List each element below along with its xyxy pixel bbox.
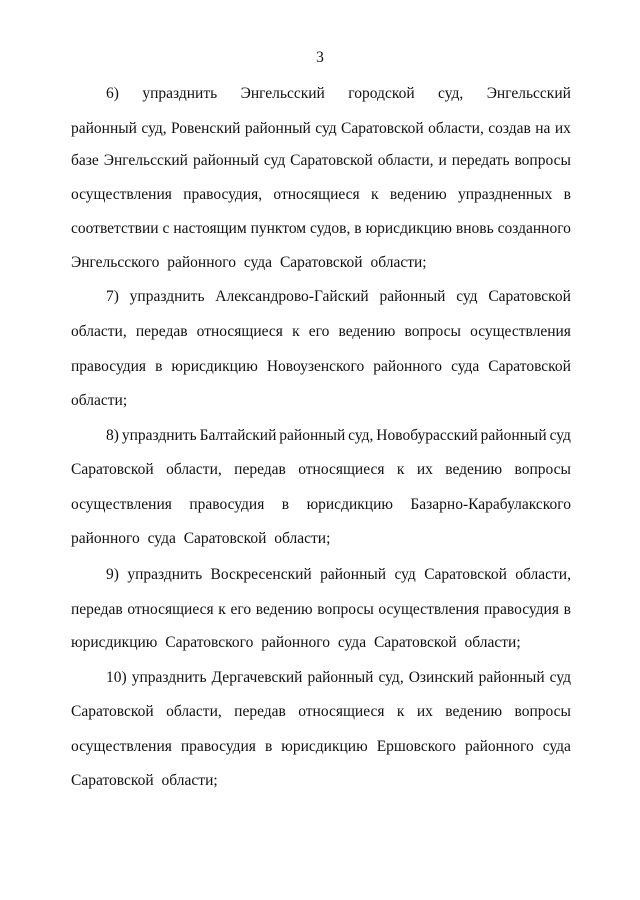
text-word: городской bbox=[348, 85, 415, 102]
text-line bbox=[106, 565, 571, 585]
text-word: Саратовской bbox=[290, 152, 373, 169]
text-word: в bbox=[563, 186, 571, 203]
text-word: суд bbox=[549, 669, 571, 686]
text-word: суд bbox=[315, 120, 337, 137]
text-word: его bbox=[308, 323, 330, 340]
text-word: суда bbox=[147, 530, 176, 547]
text-word: ведению bbox=[255, 601, 313, 618]
text-word: ведению bbox=[445, 461, 503, 478]
text-word: осуществления bbox=[71, 738, 172, 755]
text-word: Саратовской bbox=[71, 703, 154, 720]
text-line bbox=[71, 253, 571, 273]
text-word: районного bbox=[167, 254, 236, 271]
text-line bbox=[71, 529, 571, 549]
text-word: к bbox=[371, 186, 379, 203]
text-line bbox=[71, 185, 571, 205]
text-word: на bbox=[535, 120, 551, 137]
text-word: области; bbox=[71, 392, 128, 409]
text-word: суд, bbox=[141, 120, 167, 137]
text-word: ведению bbox=[389, 186, 447, 203]
text-line bbox=[71, 495, 571, 515]
text-word: относящиеся bbox=[298, 703, 385, 720]
text-word: Саратовской bbox=[373, 634, 457, 651]
text-word: ведению bbox=[445, 703, 503, 720]
text-word: районный bbox=[320, 566, 387, 583]
text-word: 6) bbox=[106, 85, 119, 102]
text-word: упразднить bbox=[129, 288, 205, 305]
text-word: осуществления bbox=[378, 601, 480, 618]
text-word: их bbox=[416, 461, 433, 478]
text-word: Озинский bbox=[408, 669, 474, 686]
text-line bbox=[106, 426, 571, 446]
text-word: и bbox=[438, 152, 447, 169]
text-word: Саратовской bbox=[488, 358, 571, 375]
text-word: передав bbox=[234, 703, 286, 720]
text-word: Дергачевский bbox=[211, 669, 303, 686]
text-word: Энгельсский bbox=[240, 85, 325, 102]
text-word: районный bbox=[478, 669, 545, 686]
text-word: 10) bbox=[106, 669, 127, 686]
text-word: правосудия bbox=[483, 601, 559, 618]
text-word: их bbox=[554, 120, 571, 137]
text-word: относящиеся bbox=[298, 461, 385, 478]
text-word: районный bbox=[379, 288, 446, 305]
text-word: суда bbox=[542, 738, 571, 755]
text-line bbox=[71, 219, 571, 239]
text-word: суда bbox=[337, 634, 367, 651]
text-line bbox=[71, 633, 571, 653]
text-word: юрисдикцию bbox=[171, 358, 258, 375]
text-word: районного bbox=[71, 530, 140, 547]
text-word: передав bbox=[234, 461, 286, 478]
text-word: суд bbox=[456, 288, 478, 305]
text-line bbox=[106, 287, 571, 307]
text-word: области, bbox=[166, 703, 222, 720]
text-word: районный bbox=[244, 120, 311, 137]
text-word: относящиеся bbox=[273, 186, 360, 203]
text-word: вопросы bbox=[514, 461, 571, 478]
text-word: Новоузенского bbox=[266, 358, 365, 375]
text-word: их bbox=[416, 703, 433, 720]
text-word: вновь bbox=[455, 220, 494, 237]
text-word: относящиеся bbox=[196, 323, 283, 340]
text-word: вопросы bbox=[317, 601, 374, 618]
text-word: соответствии bbox=[71, 220, 159, 237]
text-word: Саратовской bbox=[71, 772, 154, 789]
text-word: правосудия bbox=[71, 358, 147, 375]
text-word: вопросы bbox=[514, 703, 571, 720]
text-word: районный bbox=[192, 152, 259, 169]
text-word: правосудия bbox=[180, 738, 256, 755]
text-word: создав bbox=[488, 120, 531, 137]
text-word: упразднить bbox=[131, 669, 207, 686]
text-line bbox=[71, 771, 571, 791]
page-number: 3 bbox=[316, 49, 324, 66]
text-word: его bbox=[230, 601, 252, 618]
text-word: Саратовской bbox=[279, 254, 363, 271]
text-word: районный bbox=[307, 669, 374, 686]
text-word: юрисдикцию bbox=[365, 220, 452, 237]
text-word: 8) bbox=[106, 427, 119, 444]
text-line bbox=[71, 119, 571, 139]
text-word: передать bbox=[451, 152, 510, 169]
text-word: суд, bbox=[378, 669, 404, 686]
text-word: упраздненных bbox=[458, 186, 553, 203]
text-word: области, bbox=[515, 566, 571, 583]
text-word: ведению bbox=[338, 323, 396, 340]
text-word: области, bbox=[377, 152, 434, 169]
text-word: упразднить bbox=[127, 566, 203, 583]
text-word: в bbox=[264, 738, 273, 755]
text-word: суда bbox=[451, 358, 480, 375]
text-word: относящиеся bbox=[127, 601, 214, 618]
text-word: в bbox=[563, 601, 571, 618]
text-word: районного bbox=[373, 358, 443, 375]
text-word: Александрово-Гайский bbox=[215, 288, 369, 305]
text-word: к bbox=[218, 601, 226, 618]
text-word: осуществления bbox=[71, 496, 172, 513]
text-word: передав bbox=[135, 323, 188, 340]
text-word: упразднить bbox=[121, 427, 197, 444]
text-word: Ровенский bbox=[171, 120, 241, 137]
text-word: 7) bbox=[106, 288, 119, 305]
text-word: области; bbox=[464, 634, 521, 651]
text-line bbox=[71, 600, 571, 620]
text-word: области; bbox=[161, 772, 218, 789]
text-word: районного bbox=[261, 634, 330, 651]
text-word: в bbox=[155, 358, 163, 375]
text-word: вопросы bbox=[514, 152, 571, 169]
text-word: пунктом bbox=[250, 220, 307, 237]
text-word: правосудия bbox=[189, 496, 265, 513]
text-line bbox=[71, 151, 571, 171]
text-word: упразднить bbox=[142, 85, 218, 102]
text-line bbox=[106, 84, 571, 104]
text-word: Саратовской bbox=[488, 288, 571, 305]
text-word: суд, bbox=[348, 427, 374, 444]
text-word: к bbox=[396, 461, 405, 478]
text-line bbox=[71, 460, 571, 480]
text-word: передав bbox=[71, 601, 123, 618]
text-word: настоящим bbox=[173, 220, 247, 237]
text-word: суд bbox=[394, 566, 416, 583]
text-line bbox=[71, 357, 571, 377]
text-line bbox=[71, 391, 571, 411]
text-word: Саратовской bbox=[71, 461, 154, 478]
text-word: в bbox=[354, 220, 362, 237]
text-word: Саратовской bbox=[424, 566, 507, 583]
text-word: правосудия, bbox=[183, 186, 263, 203]
text-line bbox=[71, 322, 571, 342]
text-word: судов, bbox=[310, 220, 351, 237]
text-word: к bbox=[292, 323, 300, 340]
text-word: районный bbox=[279, 427, 346, 444]
text-word: Новобурасский bbox=[376, 427, 478, 444]
text-word: Энгельсский bbox=[486, 85, 571, 102]
text-word: к bbox=[396, 703, 405, 720]
text-word: с bbox=[162, 220, 170, 237]
text-word: районный bbox=[480, 427, 547, 444]
text-word: области, bbox=[71, 323, 127, 340]
text-word: районного bbox=[464, 738, 534, 755]
text-word: области; bbox=[370, 254, 427, 271]
text-word: области, bbox=[428, 120, 484, 137]
text-word: районный bbox=[71, 120, 137, 137]
text-word: созданного bbox=[497, 220, 571, 237]
text-word: осуществления bbox=[71, 186, 172, 203]
text-word: юрисдикцию bbox=[306, 496, 393, 513]
text-word: области; bbox=[274, 530, 331, 547]
text-word: Ершовского bbox=[376, 738, 456, 755]
text-word: Балтайский bbox=[199, 427, 277, 444]
text-word: суд bbox=[549, 427, 571, 444]
text-line bbox=[71, 702, 571, 722]
text-word: Саратовской bbox=[183, 530, 267, 547]
text-word: Воскресенский bbox=[210, 566, 312, 583]
text-word: в bbox=[281, 496, 290, 513]
text-word: Энгельсский bbox=[103, 152, 188, 169]
text-word: вопросы bbox=[404, 323, 461, 340]
text-word: Саратовского bbox=[165, 634, 254, 651]
text-word: Саратовской bbox=[341, 120, 424, 137]
text-word: 9) bbox=[106, 566, 119, 583]
text-word: юрисдикцию bbox=[71, 634, 158, 651]
text-word: суд, bbox=[438, 85, 464, 102]
text-word: юрисдикцию bbox=[281, 738, 368, 755]
text-line bbox=[71, 737, 571, 757]
text-word: осуществления bbox=[470, 323, 571, 340]
text-word: базе bbox=[71, 152, 99, 169]
text-line bbox=[106, 668, 571, 688]
text-word: суд bbox=[263, 152, 286, 169]
text-word: Энгельсского bbox=[71, 254, 160, 271]
text-word: Базарно-Карабулакского bbox=[410, 496, 571, 513]
text-word: области, bbox=[166, 461, 222, 478]
text-word: суда bbox=[243, 254, 273, 271]
